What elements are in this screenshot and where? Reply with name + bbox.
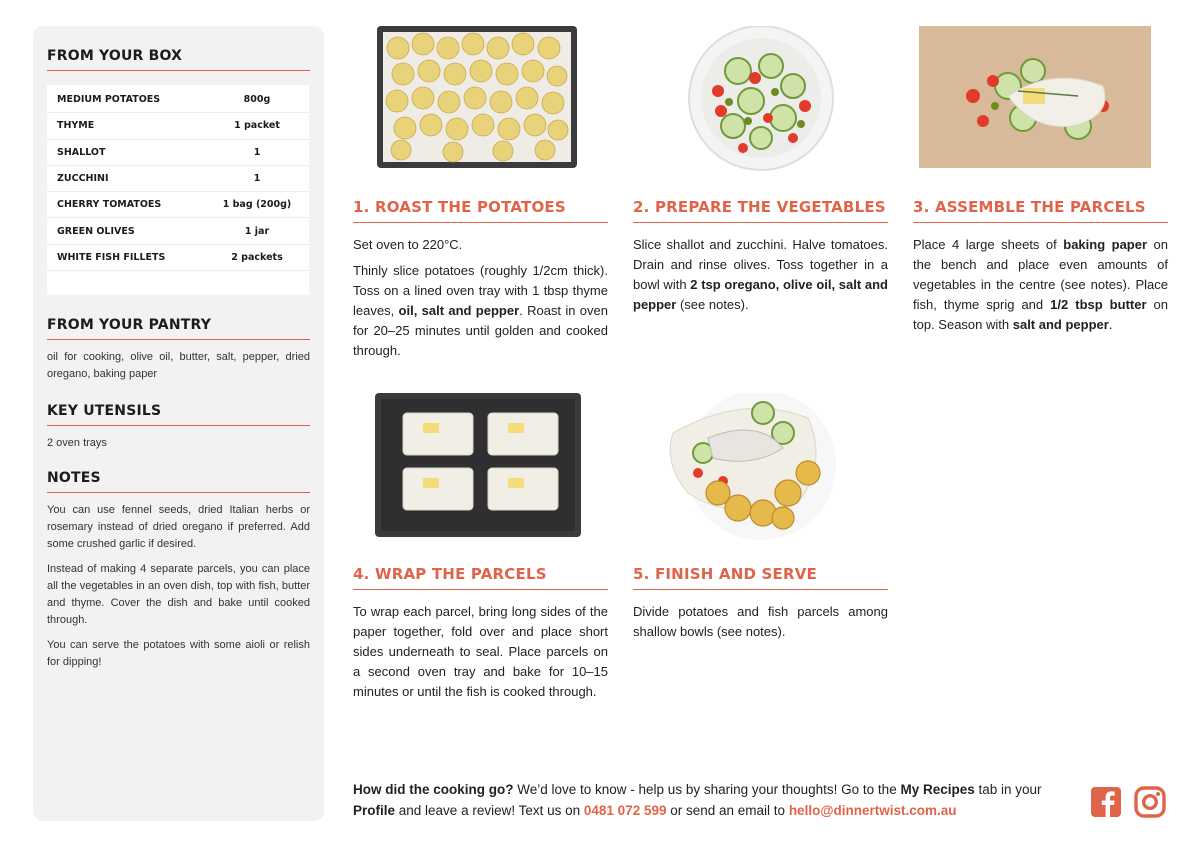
step-prepare-vegetables (633, 26, 888, 321)
step-roast-potatoes (353, 26, 608, 367)
ingredient-name: GREEN OLIVES (57, 225, 135, 237)
my-recipes-link[interactable]: My Recipes (900, 782, 975, 797)
ingredient-name: SHALLOT (57, 146, 106, 158)
step-1-text: Thinly slice potatoes (roughly 1/2cm thick). Toss on a lined oven tray with 1 tbsp thyme leaves, oil, salt and pepper. Roast in oven for 20–25 minutes until golden and cooked through. (353, 263, 608, 358)
notes-section (47, 470, 310, 671)
ingredient-qty: 1 packet (234, 120, 280, 132)
step-3-title: 3. ASSEMBLE THE PARCELS (913, 198, 1168, 223)
step-assemble-parcels (913, 26, 1168, 341)
step-5-text: Divide potatoes and fish parcels among shallow bowls (see notes). (633, 604, 888, 639)
instagram-icon[interactable] (1133, 785, 1167, 819)
note-item: You can use fennel seeds, dried Italian herbs or rosemary instead of dried oregano if preferred. Add some crushed garlic if desired. (47, 504, 310, 550)
box-ingredients-table (47, 85, 309, 295)
step-2-body (633, 235, 888, 315)
step-finish-serve (633, 393, 888, 648)
step-1-title: 1. ROAST THE POTATOES (353, 198, 608, 223)
email-link[interactable]: hello@dinnertwist.com.au (788, 803, 957, 818)
step-5-title: 5. FINISH AND SERVE (633, 565, 888, 590)
ingredient-name: CHERRY TOMATOES (57, 199, 162, 211)
utensils-section (47, 403, 310, 452)
ingredient-qty: 1 (253, 173, 261, 185)
step-4-text: To wrap each parcel, bring long sides of the paper together, fold over and place short sides underneath to seal. Place parcels on a second oven tray and bake for 10–15 minutes or until the fish is cooked through. (353, 604, 608, 699)
facebook-icon[interactable] (1089, 785, 1123, 819)
pantry-text: oil for cooking, olive oil, butter, salt, pepper, dried oregano, baking paper (47, 351, 310, 380)
note-item: You can serve the potatoes with some aioli or relish for dipping! (47, 639, 310, 668)
phone-link[interactable]: 0481 072 599 (583, 803, 667, 818)
table-row (47, 192, 309, 218)
ingredient-name: ZUCCHINI (57, 173, 109, 185)
ingredient-name: WHITE FISH FILLETS (57, 251, 166, 263)
table-row (47, 218, 309, 244)
step-1-body (353, 235, 608, 361)
ingredient-name: MEDIUM POTATOES (57, 94, 161, 106)
utensils-text: 2 oven trays (47, 437, 107, 449)
table-row (47, 113, 309, 139)
profile-link[interactable]: Profile (353, 803, 396, 818)
step-wrap-parcels (353, 393, 608, 708)
step-2-text: Slice shallot and zucchini. Halve tomatoes. Drain and rinse olives. Toss together in a bowl with 2 tsp oregano, olive oil, salt and pepper (see notes). (633, 237, 889, 312)
footer-question: How did the cooking go? (353, 782, 514, 797)
step-3-text: Place 4 large sheets of baking paper on the bench and place even amounts of vegetables in the centre (see notes). Place fish, thyme sprig and 1/2 tbsp butter on top. Season with salt and pepper. (913, 237, 1169, 332)
table-row (47, 140, 309, 166)
step-1-text: Set oven to 220°C. (353, 237, 463, 252)
table-row (47, 87, 309, 113)
roast-potatoes-photo (353, 26, 608, 174)
note-item: Instead of making 4 separate parcels, you can place all the vegetables in an oven dish, top with fish, butter and thyme. Cover the dish and bake until cooked through. (47, 563, 310, 626)
from-your-box-heading: FROM YOUR BOX (47, 48, 310, 71)
review-footer: How did the cooking go? We’d love to know - help us by sharing your thoughts! Go to the My Recipes tab in your Profile and leave a review! Text us on 0481 072 599 or send an email to hello@dinnertwist.com.au (353, 782, 1042, 818)
ingredient-name: THYME (57, 120, 95, 132)
ingredient-qty: 1 bag (200g) (222, 199, 292, 211)
from-your-pantry-heading: FROM YOUR PANTRY (47, 317, 310, 340)
notes-list (47, 502, 310, 671)
key-utensils-heading: KEY UTENSILS (47, 403, 310, 426)
step-4-title: 4. WRAP THE PARCELS (353, 565, 608, 590)
finished-dish-photo (633, 393, 888, 541)
pantry-section (47, 317, 310, 383)
step-3-body (913, 235, 1168, 335)
assembled-parcel-photo (913, 26, 1168, 174)
ingredient-qty: 1 jar (244, 225, 270, 237)
step-2-title: 2. PREPARE THE VEGETABLES (633, 198, 888, 223)
social-links (1089, 785, 1167, 819)
table-row (47, 245, 309, 271)
ingredients-sidebar (33, 26, 324, 821)
step-4-body (353, 602, 608, 702)
prepared-vegetables-photo (633, 26, 888, 174)
ingredient-qty: 2 packets (231, 251, 283, 263)
step-5-body (633, 602, 888, 642)
ingredient-qty: 800g (243, 94, 271, 106)
notes-heading: NOTES (47, 470, 310, 493)
table-row (47, 166, 309, 192)
ingredient-qty: 1 (253, 146, 261, 158)
wrapped-parcels-photo (353, 393, 608, 541)
